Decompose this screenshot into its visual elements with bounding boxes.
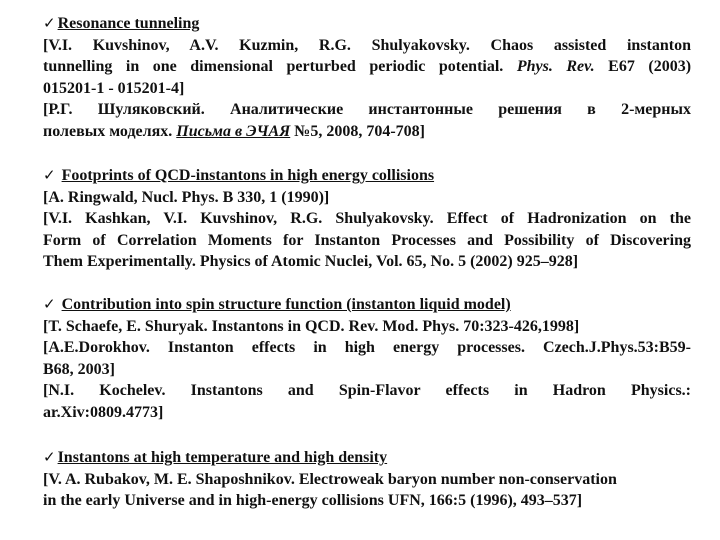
- reference-line: [V. A. Rubakov, M. E. Shaposhnikov. Electroweak baryon number non-conservation: [43, 470, 617, 488]
- reference-line: [T. Schaefe, E. Shuryak. Instantons in QCD. Rev. Mod. Phys. 70:323-426,1998]: [43, 317, 580, 335]
- section-heading: [43, 447, 691, 469]
- section-title: Contribution into spin structure function (instanton liquid model): [61, 296, 511, 313]
- journal-name: Письма в ЭЧАЯ: [176, 122, 291, 140]
- section-heading: [43, 165, 691, 187]
- checkmark-icon: ✓: [43, 295, 56, 313]
- section-high-temperature: [43, 447, 691, 512]
- section-footprints-qcd: [43, 165, 691, 273]
- reference-line: [N.I. Kochelev. Instantons and Spin-Flavor effects in Hadron Physics.:: [43, 382, 691, 399]
- checkmark-icon: ✓: [43, 166, 56, 184]
- checkmark-icon: ✓: [43, 14, 56, 32]
- checkmark-icon: ✓: [43, 448, 56, 466]
- reference-line: in the early Universe and in high-energy collisions UFN, 166:5 (1996), 493–537]: [43, 492, 583, 509]
- reference-line: [V.I. Kashkan, V.I. Kuvshinov, R.G. Shulyakovsky. Effect of Hadronization on the: [43, 210, 691, 227]
- reference-line: Form of Correlation Moments for Instanton Processes and Possibility of Discovering: [43, 231, 691, 249]
- section-title: Footprints of QCD-instantons in high energy collisions: [61, 167, 435, 184]
- reference-line: tunnelling in one dimensional perturbed periodic potential. Phys. Rev. E67 (2003): [43, 58, 691, 75]
- section-heading: [43, 13, 691, 35]
- reference-line: [Р.Г. Шуляковский. Аналитические инстантонные решения в 2-мерных: [43, 101, 691, 118]
- reference-line: Them Experimentally. Physics of Atomic Nuclei, Vol. 65, No. 5 (2002) 925–928]: [43, 253, 579, 270]
- reference-line: [A.E.Dorokhov. Instanton effects in high energy processes. Czech.J.Phys.53:B59-: [43, 339, 691, 356]
- reference-line: полевых моделях. Письма в ЭЧАЯ №5, 2008, 704-708]: [43, 122, 425, 140]
- reference-line: [A. Ringwald, Nucl. Phys. B 330, 1 (1990)]: [43, 188, 330, 206]
- reference-line: [V.I. Kuvshinov, A.V. Kuzmin, R.G. Shulyakovsky. Chaos assisted instanton: [43, 36, 691, 54]
- reference-line: B68, 2003]: [43, 360, 115, 378]
- section-title: Resonance tunneling: [57, 15, 200, 32]
- section-resonance-tunneling: [43, 13, 691, 142]
- reference-line: 015201-1 - 015201-4]: [43, 79, 185, 97]
- section-title: Instantons at high temperature and high density: [57, 449, 388, 466]
- journal-name: Phys. Rev.: [516, 58, 595, 75]
- section-heading: [43, 294, 691, 316]
- section-spin-structure: [43, 294, 691, 423]
- reference-line: ar.Xiv:0809.4773]: [43, 403, 164, 421]
